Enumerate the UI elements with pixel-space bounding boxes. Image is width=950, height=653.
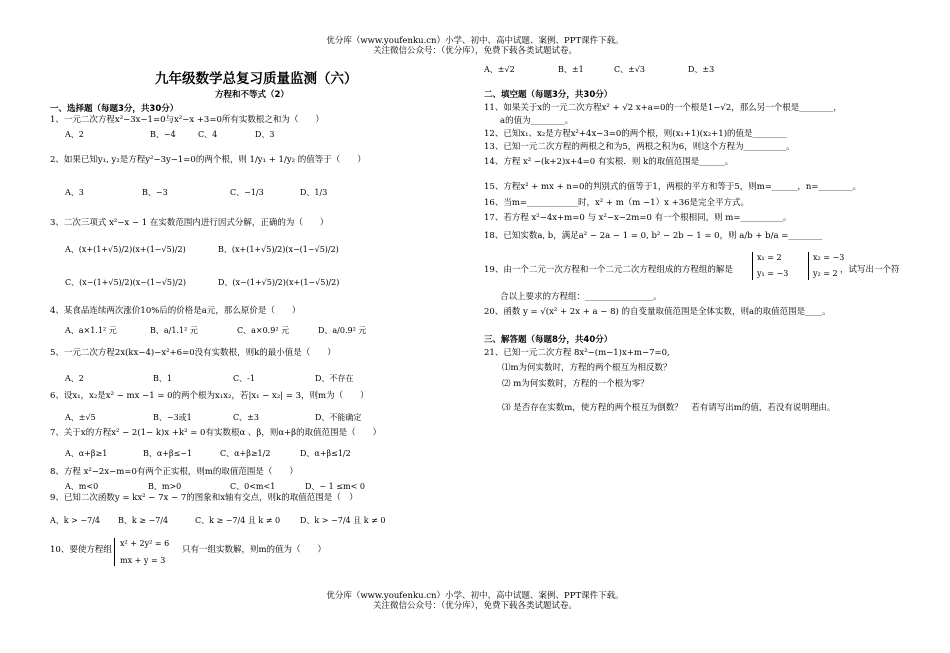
q4-stem: 4、某食品连续两次涨价10%后的价格是a元，那么原价是（ ） — [50, 306, 301, 316]
q19-solution2-x: x₂ = −3 — [813, 253, 845, 262]
page-header-line2: 关注微信公众号：（优分库），免费下载各类试题试卷。 — [372, 46, 577, 56]
q2-option-c: C、−1/3 — [230, 188, 264, 197]
q19-solution1-y: y₁ = −3 — [757, 269, 789, 278]
q3-option-b: B、(x+(1+√5)/2)(x−(1−√5)/2) — [218, 245, 339, 254]
q21-part3: ⑶ 是否存在实数m，使方程的两个根互为倒数？ 若有请写出m的值，若没有说明理由。 — [502, 403, 836, 413]
q19-line1: 19、由一个二元一次方程和一个二元二次方程组成的方程组的解是 — [484, 265, 733, 275]
q3-option-a: A、(x+(1+√5)/2)(x+(1−√5)/2) — [65, 245, 186, 254]
q4-option-a: A、a×1.1² 元 — [65, 326, 117, 335]
q7-option-b: B、α+β≤−1 — [143, 449, 193, 458]
q4-option-b: B、a/1.1² 元 — [150, 326, 198, 335]
q6-option-d: D、不能确定 — [315, 413, 362, 422]
q12: 12、已知x₁、x₂是方程x²+4x−3=0的两个根，则(x₁+1)(x₂+1)的值是________ — [484, 129, 787, 139]
section2-heading: 二、填空题（每题3分，共30分） — [484, 90, 613, 100]
q10-option-b: B、±1 — [558, 65, 584, 74]
q6-stem: 6、设x₁，x₂是x² − mx −1 = 0的两个根为x₁x₂，若|x₁ − x₂| = 3，则m为（ ） — [50, 391, 369, 401]
q17: 17、若方程 x²−4x+m=0 与 x²−x−2m=0 有一个根相同，则 m=__________。 — [484, 213, 792, 223]
q6-option-b: B、−3或1 — [153, 413, 192, 422]
page-subtitle: 方程和不等式（2） — [215, 90, 289, 100]
q5-option-a: A、2 — [65, 374, 84, 383]
q1-option-a: A、2 — [65, 130, 84, 139]
q19-line1-tail: ，试写出一个符 — [840, 265, 900, 275]
page-footer-line1: 优分库（www.youfenku.cn）小学、初中、高中试题、案例、PPT课件下载。 — [326, 591, 624, 601]
q1-option-c: C、4 — [198, 130, 218, 139]
q15: 15、方程x² + mx + n=0的判别式的值等于1，两根的平方和等于5，则m=______，n=________。 — [484, 182, 862, 192]
q1-option-b: B、−4 — [150, 130, 176, 139]
q8-option-c: C、0<m<1 — [230, 482, 276, 491]
q9-stem: 9、已知二次函数y = kx² − 7x − 7的图象和x轴有交点，则k的取值范围是（ ） — [50, 493, 358, 503]
q21-part2: ⑵ m为何实数时，方程的一个根为零？ — [502, 379, 649, 389]
q7-option-a: A、α+β≥1 — [65, 449, 108, 458]
q2-option-a: A、3 — [65, 188, 84, 197]
q5-option-b: B、1 — [153, 374, 172, 383]
q8-option-b: B、m>0 — [148, 482, 182, 491]
q10-option-d: D、±3 — [688, 65, 715, 74]
page-title: 九年级数学总复习质量监测（六） — [155, 71, 358, 87]
q8-option-d: D、− 1 ≤m< 0 — [305, 482, 365, 491]
q10-tail: 只有一组实数解，则m的值为（ ） — [182, 545, 327, 555]
q13: 13、已知一元二次方程的两根之和为5，两根之积为6，则这个方程为__________。 — [484, 142, 795, 152]
section1-heading: 一、选择题（每题3分，共30分） — [50, 104, 179, 114]
q8-option-a: A、m<0 — [65, 482, 99, 491]
q10-system-eq2: mx + y = 3 — [120, 556, 166, 565]
q7-stem: 7、关于x的方程x² − 2(1− k)x +k² = 0有实数根α 、β，则α+β的取值范围是（ ） — [50, 428, 382, 438]
q18: 18、已知实数a, b，满足a² − 2a − 1 = 0, b² − 2b − 1 = 0，则 a/b + b/a =________ — [484, 231, 823, 241]
q9-option-b: B、k ≥ −7/4 — [118, 516, 169, 525]
q21: 21、已知一元二次方程 8x²−(m−1)x+m−7=0, — [484, 348, 670, 358]
q19-solution2-brace — [808, 252, 811, 280]
q6-option-a: A、±√5 — [65, 413, 96, 422]
q2-stem: 2、如果已知y₁, y₂是方程y²−3y−1=0的两个根，则 1/y₁ + 1/y₂ 的值等于（ ） — [50, 155, 366, 165]
q3-option-d: D、(x−(1+√5)/2)(x+(1−√5)/2) — [218, 278, 340, 287]
q19-solution1-brace — [752, 252, 755, 280]
q10-system-eq1: x² + 2y² = 6 — [120, 539, 170, 548]
q2-option-b: B、−3 — [142, 188, 168, 197]
q8-stem: 8、方程 x²−2x−m=0有两个正实根，则m的取值范围是（ ） — [50, 467, 298, 477]
q1-option-d: D、3 — [255, 130, 275, 139]
q5-stem: 5、一元二次方程2x(kx−4)−x²+6=0没有实数根，则k的最小值是（ ） — [50, 348, 336, 358]
q4-option-c: C、a×0.9² 元 — [237, 326, 290, 335]
q4-option-d: D、a/0.9² 元 — [318, 326, 367, 335]
q11-line1: 11、如果关于x的一元二次方程x² + √2 x+a=0的一个根是1−√2，那么另一个根是________， — [484, 103, 842, 113]
q9-option-a: A、k > −7/4 — [50, 516, 100, 525]
page-footer-line2: 关注微信公众号：（优分库），免费下载各类试题试卷。 — [372, 601, 577, 611]
q7-option-c: C、α+β≥1/2 — [220, 449, 271, 458]
q7-option-d: D、α+β≤1/2 — [300, 449, 351, 458]
q20: 20、函数 y = √(x² + 2x + a − 8) 的自变量取值范围是全体实数，则a的取值范围是____。 — [484, 307, 831, 317]
q21-part1: ⑴m为何实数时，方程的两个根互为相反数？ — [502, 363, 672, 373]
page-header-line1: 优分库（www.youfenku.cn）小学、初中、高中试题、案例、PPT课件下载。 — [326, 36, 624, 46]
q5-option-d: D、不存在 — [315, 374, 354, 383]
q3-option-c: C、(x−(1+√5)/2)(x−(1−√5)/2) — [65, 278, 187, 287]
section3-heading: 三、解答题（每题8分，共40分） — [484, 335, 613, 345]
q16: 16、当m=____________时，x² + m（m −1）x +36是完全平方式。 — [484, 198, 750, 208]
q2-option-d: D、1/3 — [300, 188, 328, 197]
q6-option-c: C、±3 — [233, 413, 259, 422]
q3-stem: 3、二次三项式 x²−x − 1 在实数范围内进行因式分解，正确的为（ ） — [50, 218, 329, 228]
q9-option-c: C、k ≥ −7/4 且 k ≠ 0 — [195, 516, 281, 525]
q10-system-brace — [114, 538, 117, 566]
q1-stem: 1、一元二次方程x²−3x−1=0与x²−x +3=0所有实数根之和为（ ） — [50, 115, 324, 125]
q10-stem: 10、要使方程组 — [50, 545, 112, 555]
q9-option-d: D、k > −7/4 且 k ≠ 0 — [300, 516, 386, 525]
q14: 14、方程 x² −(k+2)x+4=0 有实根．则 k的取值范围是______。 — [484, 157, 734, 167]
q10-option-a: A、±√2 — [484, 65, 515, 74]
q19-solution2-y: y₂ = 2 — [813, 269, 838, 278]
q5-option-c: C、-1 — [233, 374, 255, 383]
q19-solution1-x: x₁ = 2 — [757, 253, 782, 262]
q10-option-c: C、±√3 — [614, 65, 646, 74]
q19-line2: 合以上要求的方程组：________________。 — [500, 292, 662, 302]
q11-line2: a的值为________。 — [500, 116, 574, 126]
